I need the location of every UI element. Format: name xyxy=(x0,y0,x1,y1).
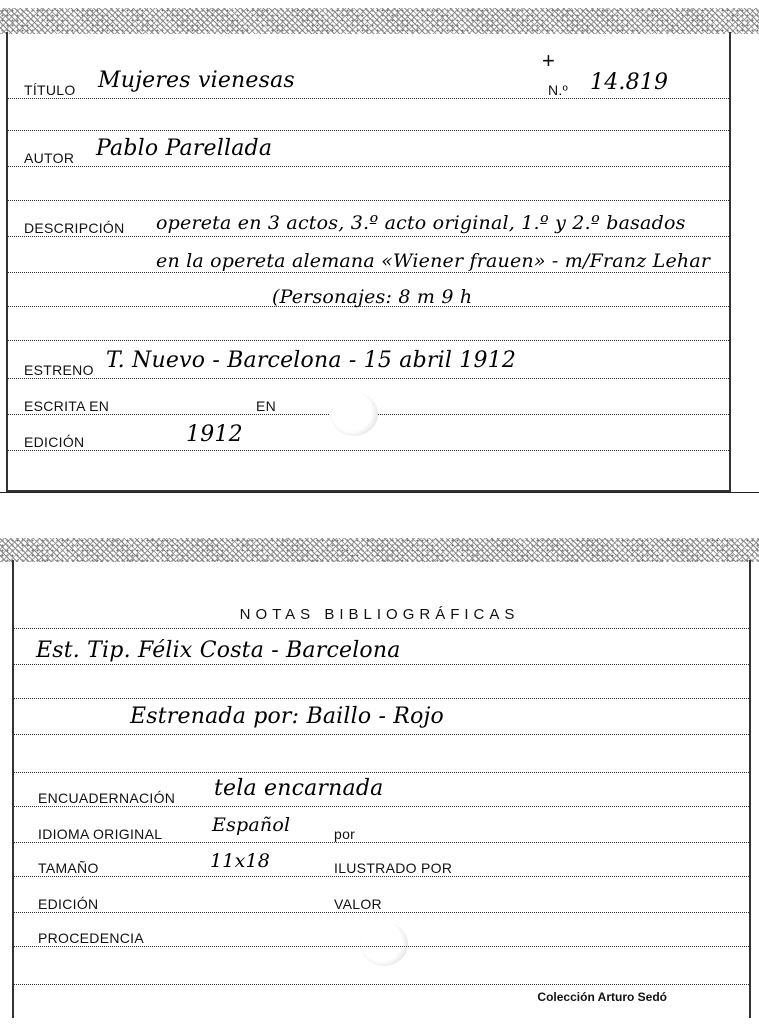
titulo-label: TÍTULO xyxy=(24,82,76,98)
rule-line xyxy=(14,984,749,985)
rule-line xyxy=(8,272,729,273)
escrita-en-label: ESCRITA EN xyxy=(24,398,110,414)
valor-label: VALOR xyxy=(334,896,382,912)
rule-line xyxy=(14,698,749,699)
titulo-value: Mujeres vienesas xyxy=(98,68,295,93)
rule-line xyxy=(14,842,749,843)
estreno-label: ESTRENO xyxy=(24,362,94,378)
rule-line xyxy=(8,98,729,99)
catalog-card-front xyxy=(0,0,759,492)
procedencia-label: PROCEDENCIA xyxy=(38,930,144,946)
descripcion-label: DESCRIPCIÓN xyxy=(24,220,125,236)
rule-line xyxy=(14,664,749,665)
encuadernacion-value: tela encarnada xyxy=(214,776,384,801)
catalog-card-back xyxy=(0,538,759,1018)
edicion-value: 1912 xyxy=(186,422,243,447)
rule-line xyxy=(8,340,729,341)
rule-line xyxy=(8,130,729,131)
descripcion-line-2: en la opereta alemana «Wiener frauen» - m/Franz Lehar xyxy=(156,250,711,272)
edicion-back-label: EDICIÓN xyxy=(38,896,99,912)
torn-edge xyxy=(0,538,759,562)
rule-line xyxy=(8,378,729,379)
rule-line xyxy=(14,806,749,807)
encuadernacion-label: ENCUADERNACIÓN xyxy=(38,790,176,806)
numero-value: 14.819 xyxy=(590,70,669,95)
tamano-value: 11x18 xyxy=(210,850,271,872)
ilustrado-label: ILUSTRADO POR xyxy=(334,860,453,876)
rule-line xyxy=(8,236,729,237)
notas-title: NOTAS BIBLIOGRÁFICAS xyxy=(239,606,520,623)
por-label: por xyxy=(334,826,356,842)
edicion-label: EDICIÓN xyxy=(24,434,85,450)
idioma-label: IDIOMA ORIGINAL xyxy=(38,826,163,842)
idioma-value: Español xyxy=(212,814,291,836)
collection-credit: Colección Arturo Sedó xyxy=(537,990,667,1004)
note-line-2: Estrenada por: Baillo - Rojo xyxy=(130,704,444,729)
torn-edge xyxy=(0,8,759,34)
stamp-smudge xyxy=(360,922,408,966)
estreno-value: T. Nuevo - Barcelona - 15 abril 1912 xyxy=(106,348,517,373)
rule-line xyxy=(14,734,749,735)
note-line-1: Est. Tip. Félix Costa - Barcelona xyxy=(36,638,401,663)
rule-line xyxy=(14,912,749,913)
card-separator xyxy=(0,492,759,493)
stamp-smudge xyxy=(330,392,378,436)
rule-line xyxy=(14,772,749,773)
rule-line xyxy=(8,166,729,167)
tamano-label: TAMAÑO xyxy=(38,860,99,876)
rule-line xyxy=(14,876,749,877)
descripcion-line-3: (Personajes: 8 m 9 h xyxy=(272,286,473,308)
autor-label: AUTOR xyxy=(24,150,75,166)
rule-line xyxy=(14,946,749,947)
numero-label: N.º xyxy=(548,82,569,98)
descripcion-line-1: opereta en 3 actos, 3.º acto original, 1.º y 2.º basados xyxy=(156,212,686,234)
rule-line xyxy=(8,450,729,451)
en-label: EN xyxy=(256,398,277,414)
rule-line xyxy=(8,200,729,201)
rule-line xyxy=(14,628,749,629)
autor-value: Pablo Parellada xyxy=(96,136,273,161)
cross-mark: + xyxy=(542,48,555,73)
